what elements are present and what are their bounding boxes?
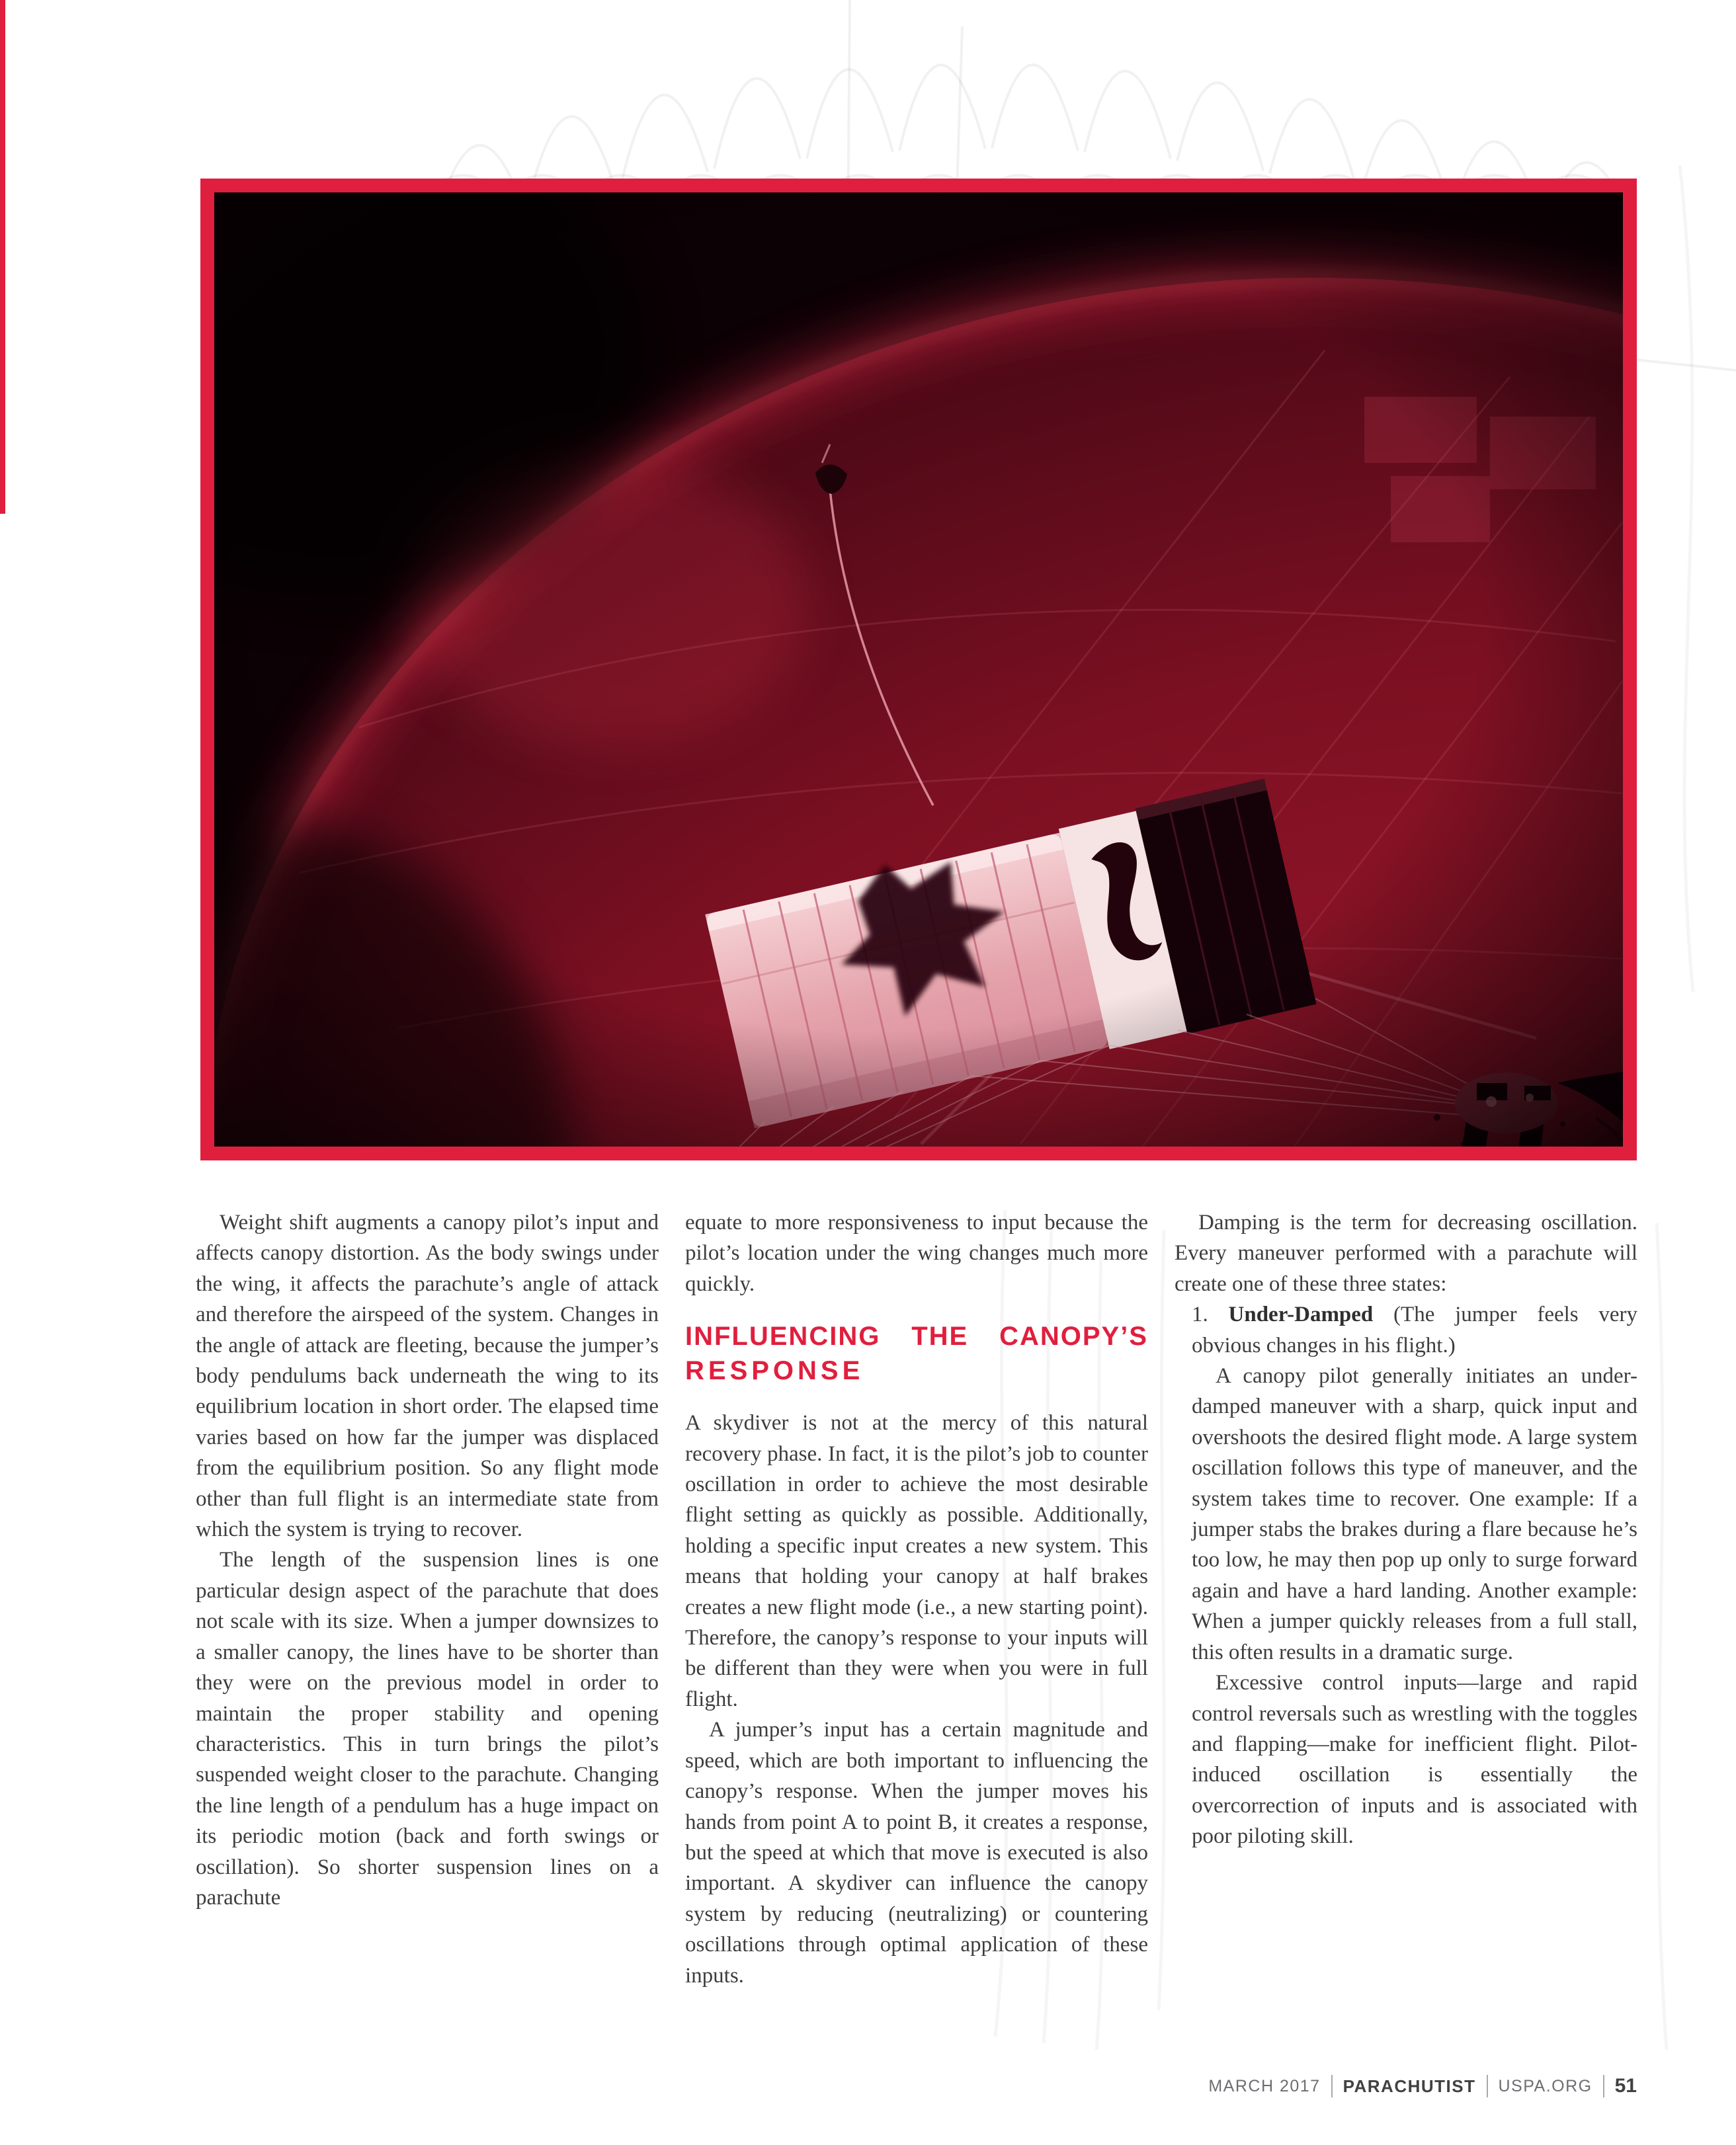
page-edge-accent-bar [0, 0, 5, 514]
section-heading-line1: INFLUENCING THE CANOPY’S [685, 1322, 1148, 1352]
column-3 [1175, 1207, 1637, 1991]
paragraph-line-length: The length of the suspension lines is one particular design aspect of the parachute that does not scale with its size. When a jumper downsizes to a smaller canopy, the lines have to be shorter than they were on the previous model in order to maintain the proper stability and opening characteristics. This in turn brings the pilot’s suspended weight closer to the parachute. Changing the line length of a pendulum has a huge impact on its periodic motion (back and forth swings or oscillation). So shorter suspension lines on a parachute [196, 1548, 659, 1910]
photo-vignette [214, 192, 1623, 1147]
footer-divider [1487, 2075, 1488, 2097]
paragraph-skydiver-mercy: A skydiver is not at the mercy of this natural recovery phase. In fact, it is the pilot’s job to counter oscillation in order to achieve the most desirable flight setting as quickly as possible. Additionally, holding a specific input creates a new system. This means that holding your canopy at half brakes creates a new flight mode (i.e., a new starting point). Therefore, the canopy’s response to your inputs will be different than they were when you were in full flight. [685, 1411, 1148, 1711]
section-heading [685, 1319, 1148, 1388]
footer-magazine-name: PARACHUTIST [1343, 2076, 1476, 2096]
paragraph-excessive-inputs: Excessive control inputs—large and rapid control reversals such as wrestling with the toggles and flapping—make for inefficient flight. Pilot-induced oscillation is essentially the overcorrection of inputs and is associated with poor piloting skill. [1192, 1671, 1637, 1849]
list-item-text: (The jumper feels very obvious changes in his flight.) [1192, 1303, 1638, 1357]
hero-photo [200, 179, 1637, 1160]
page-footer [1208, 2075, 1637, 2097]
footer-divider [1603, 2075, 1604, 2097]
footer-divider [1331, 2075, 1333, 2097]
footer-date: MARCH 2017 [1208, 2076, 1321, 2095]
section-heading-line2: RESPONSE [685, 1356, 864, 1386]
paragraph-under-damped-detail: A canopy pilot generally initiates an under-damped maneuver with a sharp, quick input and overshoots the desired flight mode. A large system oscillation follows this type of maneuver, and the system takes time to recover. One example: If a jumper stabs the brakes during a flare because he’s too low, he may then pop up only to surge forward again and have a hard landing. Another example: When a jumper quickly releases from a full stall, this often results in a dramatic surge. [1192, 1364, 1637, 1664]
column-1 [196, 1207, 659, 1991]
footer-page-number: 51 [1614, 2075, 1637, 2097]
paragraph-input-magnitude: A jumper’s input has a certain magnitude and speed, which are both important to influencing the canopy’s response. When the jumper moves his hands from point A to point B, it creates a response, but the speed at which that move is executed is also important. A skydiver can influence the canopy system by reducing (neutralizing) or countering oscillations through optimal application of these inputs. [685, 1718, 1148, 1988]
paragraph-weight-shift: Weight shift augments a canopy pilot’s input and affects canopy distortion. As the body swings under the wing, it affects the parachute’s angle of attack and therefore the airspeed of the system. Changes in the angle of attack are fleeting, because the jumper’s body pendulums back underneath the wing to its equilibrium location in short order. The elapsed time varies based on how far the jumper was displaced from the equilibrium position. So any flight mode other than full flight is an intermediate state from which the system is trying to recover. [196, 1211, 659, 1542]
list-item-term: Under-Damped [1228, 1303, 1374, 1327]
list-item-number: 1. [1192, 1303, 1229, 1327]
damping-states-list [1192, 1299, 1637, 1851]
article-columns [196, 1207, 1637, 1991]
list-item-under-damped [1192, 1299, 1637, 1361]
column-2 [685, 1207, 1148, 1991]
footer-website: USPA.ORG [1498, 2076, 1592, 2095]
paragraph-damping: Damping is the term for decreasing oscillation. Every maneuver performed with a parachute will create one of these three states: [1175, 1211, 1637, 1296]
paragraph-equate: equate to more responsiveness to input because the pilot’s location under the wing changes much more quickly. [685, 1211, 1148, 1296]
hero-photo-graphic [200, 179, 1637, 1160]
